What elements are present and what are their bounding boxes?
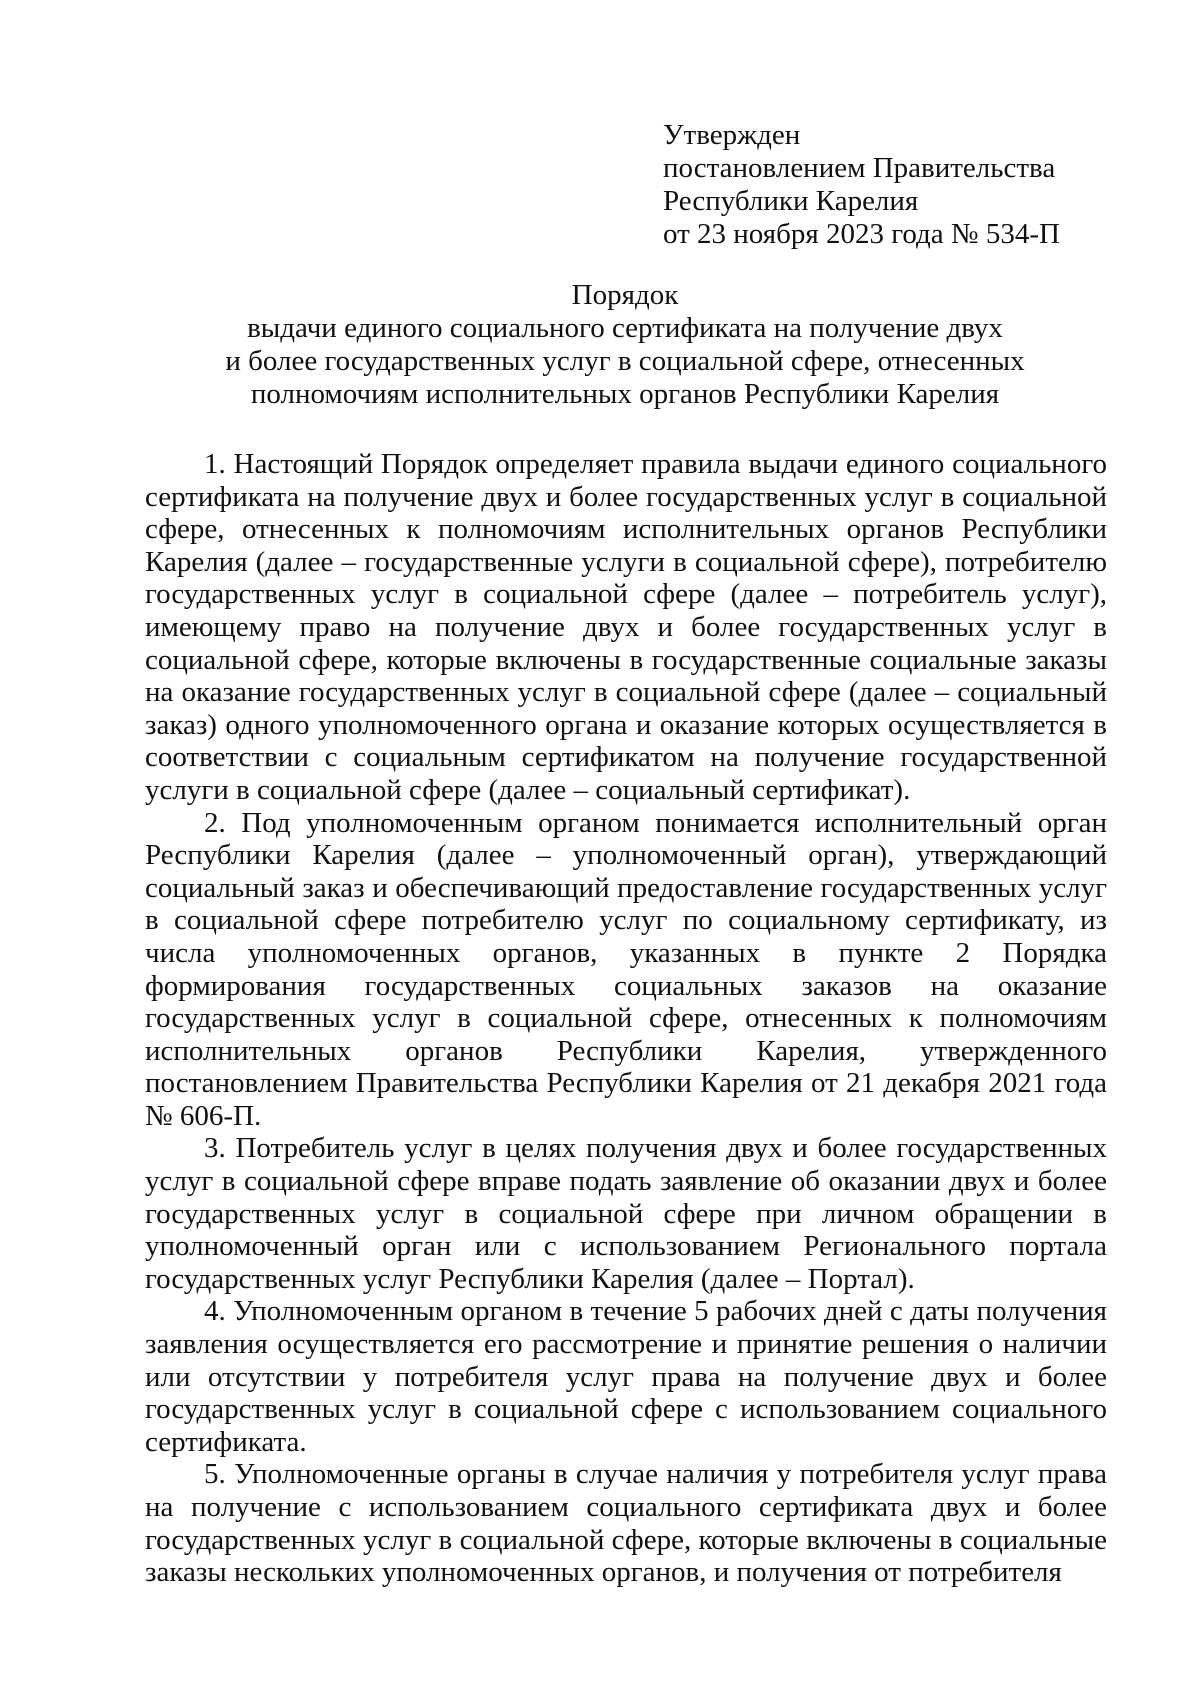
document-title-line: полномочиям исполнительных органов Республики Карелия [250,378,1000,410]
paragraph-5: 5. Уполномоченные органы в случае наличия у потребителя услуг права на получение с использованием социального сертификата двух и более государственных услуг в социальной сфере, которые включены в социальные заказы нескольких уполномоченных органов, и получения от потребителя [145,1458,1107,1589]
document-title-block [145,279,1105,411]
paragraph-4: 4. Уполномоченным органом в течение 5 рабочих дней с даты получения заявления осуществляется его рассмотрение и принятие решения о наличии или отсутствии у потребителя услуг права на получение двух и более государственных услуг в социальной сфере с использованием социального сертификата. [145,1295,1107,1458]
document-title-line: и более государственных услуг в социальной сфере, отнесенных [225,345,1025,377]
approval-stamp-block [663,119,1060,251]
approval-line-resolution: постановлением Правительства [663,152,1056,184]
approval-line-date-number: от 23 ноября 2023 года № 534-П [663,218,1060,250]
document-heading: Порядок [571,279,679,311]
document-body [145,448,1107,1589]
paragraph-1: 1. Настоящий Порядок определяет правила выдачи единого социального сертификата на получение двух и более государственных услуг в социальной сфере, отнесенных к полномочиям исполнительных органов Республики Карелия (далее – государственные услуги в социальной сфере), потребителю государственных услуг в социальной сфере (далее – потребитель услуг), имеющему право на получение двух и более государственных услуг в социальной сфере, которые включены в государственные социальные заказы на оказание государственных услуг в социальной сфере (далее – социальный заказ) одного уполномоченного органа и оказание которых осуществляется в соответствии с социальным сертификатом на получение государственной услуги в социальной сфере (далее – социальный сертификат). [145,448,1107,806]
approval-line-approved: Утвержден [663,119,801,151]
paragraph-3: 3. Потребитель услуг в целях получения двух и более государственных услуг в социальной сфере вправе подать заявление об оказании двух и более государственных услуг в социальной сфере при личном обращении в уполномоченный орган или с использованием Регионального портала государственных услуг Республики Карелия (далее – Портал). [145,1132,1107,1295]
paragraph-2: 2. Под уполномоченным органом понимается исполнительный орган Республики Карелия (далее – уполномоченный орган), утверждающий социальный заказ и обеспечивающий предоставление государственных услуг в социальной сфере потребителю услуг по социальному сертификату, из числа уполномоченных органов, указанных в пункте 2 Порядка формирования государственных социальных заказов на оказание государственных услуг в социальной сфере, отнесенных к полномочиям исполнительных органов Республики Карелия, утвержденного постановлением Правительства Республики Карелия от 21 декабря 2021 года № 606-П. [145,806,1107,1132]
document-title-line: выдачи единого социального сертификата на получение двух [247,312,1003,344]
approval-line-republic: Республики Карелия [663,185,919,217]
